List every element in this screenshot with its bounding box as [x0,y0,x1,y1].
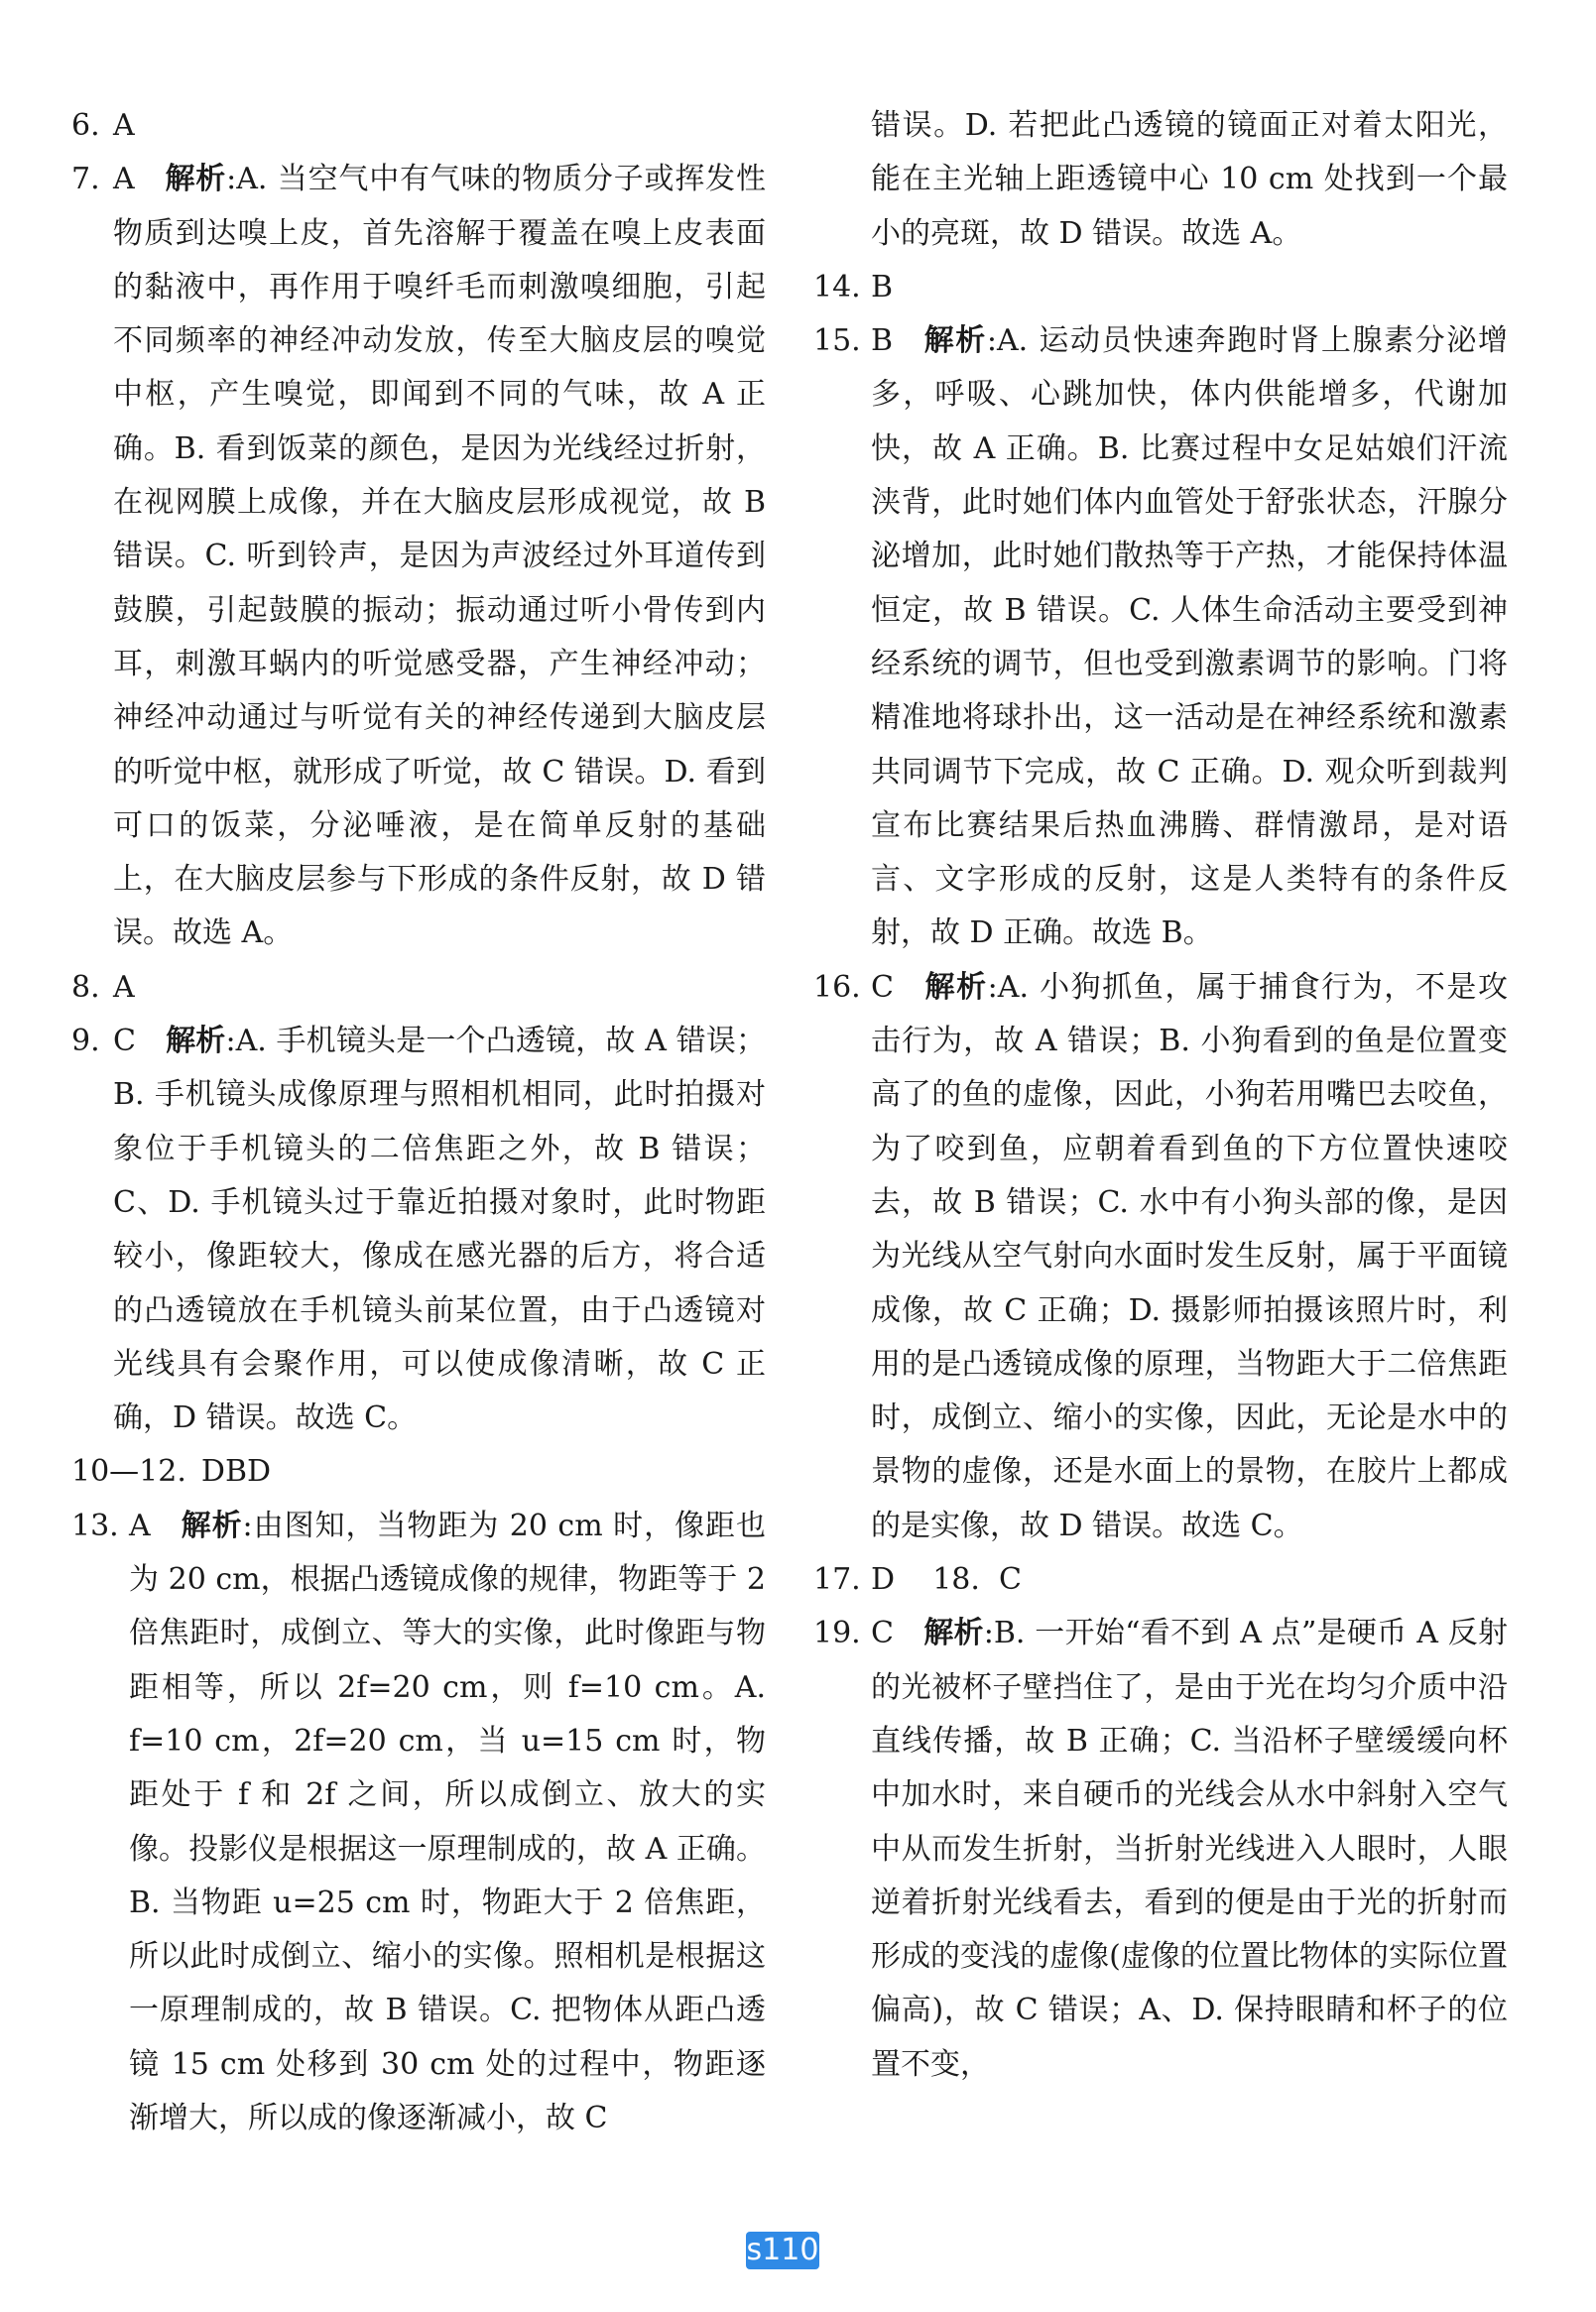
analysis-text: A. 当空气中有气味的物质分子或挥发性物质到达嗅上皮，首先溶解于覆盖在嗅上皮表面的黏液中，再作用于嗅纤毛而刺激嗅细胞，引起不同频率的神经冲动发放，传至大脑皮层的嗅觉中枢，产生嗅觉，即闻到不同的气味，故 A 正确。B. 看到饭菜的颜色，是因为光线经过折射，在视网膜上成像，并在大脑皮层形成视觉，故 B 错误。C. 听到铃声，是因为声波经过外耳道传到鼓膜，引起鼓膜的振动；振动通过听小骨传到内耳，刺激耳蜗内的听觉感受器，产生神经冲动；神经冲动通过与听觉有关的神经传递到大脑皮层的听觉中枢，就形成了听觉，故 C 错误。D. 看到可口的饭菜，分泌唾液，是在简单反射的基础上，在大脑皮层参与下形成的条件反射，故 D 错误。故选 A。 [113,162,766,951]
answer-16: 16. C 解析:A. 小狗抓鱼，属于捕食行为，不是攻击行为，故 A 错误；B. 小狗看到的鱼是位置变高了的鱼的虚像，因此，小狗若用嘴巴去咬鱼，为了咬到鱼，应朝着看到鱼的下方位置快速咬去，故 B 错误；C. 水中有小狗头部的像，是因为光线从空气射向水面时发生反射，属于平面镜成像，故 C 正确；D. 摄影师拍摄该照片时，利用的是凸透镜成像的原理，当物距大于二倍焦距时，成倒立、缩小的实像，因此，无论是水中的景物的虚像，还是水面上的景物，在胶片上都成的是实像，故 D 错误。故选 C。 [813,961,1508,1553]
answer-19: 19. C 解析:B. 一开始“看不到 A 点”是硬币 A 反射的光被杯子壁挡住了，是由于光在均匀介质中沿直线传播，故 B 正确；C. 当沿杯子壁缓缓向杯中加水时，来自硬币的光线会从水中斜射入空气中从而发生折射，当折射光线进入人眼时，人眼逆着折射光线看去，看到的便是由于光的折射而形成的变浅的虚像(虚像的位置比物体的实际位置偏高)，故 C 错误；A、D. 保持眼睛和杯子的位置不变， [813,1607,1508,2092]
answer-15: 15. B 解析:A. 运动员快速奔跑时肾上腺素分泌增多，呼吸、心跳加快，体内供能增多，代谢加快，故 A 正确。B. 比赛过程中女足姑娘们汗流浃背，此时她们体内血管处于舒张状态，汗腺分泌增加，此时她们散热等于产热，才能保持体温恒定，故 B 错误。C. 人体生命活动主要受到神经系统的调节，但也受到激素调节的影响。门将精准地将球扑出，这一活动是在神经系统和激素共同调节下完成，故 C 正确。D. 观众听到裁判宣布比赛结果后热血沸腾、群情激昂，是对语言、文字形成的反射，这是人类特有的条件反射，故 D 正确。故选 B。 [813,314,1508,961]
answer-letter: B [871,323,894,359]
question-number: 13. [71,1508,119,1543]
answer-9: 9. C 解析:A. 手机镜头是一个凸透镜，故 A 错误；B. 手机镜头成像原理与照相机相同，此时拍摄对象位于手机镜头的二倍焦距之外，故 B 错误；C、D. 手机镜头过于靠近拍摄对象时，此时物距较小，像距较大，像成在感光器的后方，将合适的凸透镜放在手机镜头前某位置，由于凸透镜对光线具有会聚作用，可以使成像清晰，故 C 正确，D 错误。故选 C。 [71,1015,766,1445]
analysis-label: 解析 [922,969,988,1005]
answer-letter: DBD [200,1454,272,1490]
analysis-text: A. 小狗抓鱼，属于捕食行为，不是攻击行为，故 A 错误；B. 小狗看到的鱼是位置变高了的鱼的虚像，因此，小狗若用嘴巴去咬鱼，为了咬到鱼，应朝着看到鱼的下方位置快速咬去，故 B 错误；C. 水中有小狗头部的像，是因为光线从空气射向水面时发生反射，属于平面镜成像，故 C 正确；D. 摄影师拍摄该照片时，利用的是凸透镜成像的原理，当物距大于二倍焦距时，成倒立、缩小的实像，因此，无论是水中的景物的虚像，还是水面上的景物，在胶片上都成的是实像，故 D 错误。故选 C。 [871,969,1508,1543]
analysis-text: A. 运动员快速奔跑时肾上腺素分泌增多，呼吸、心跳加快，体内供能增多，代谢加快，故 A 正确。B. 比赛过程中女足姑娘们汗流浃背，此时她们体内血管处于舒张状态，汗腺分泌增加，此时她们散热等于产热，才能保持体温恒定，故 B 错误。C. 人体生命活动主要受到神经系统的调节，但也受到激素调节的影响。门将精准地将球扑出，这一活动是在神经系统和激素共同调节下完成，故 C 正确。D. 观众听到裁判宣布比赛结果后热血沸腾、群情激昂，是对语言、文字形成的反射，这是人类特有的条件反射，故 D 正确。故选 B。 [871,323,1508,951]
answer-letter: B [871,269,894,304]
analysis-text: A. 手机镜头是一个凸透镜，故 A 错误；B. 手机镜头成像原理与照相机相同，此时拍摄对象位于手机镜头的二倍焦距之外，故 B 错误；C、D. 手机镜头过于靠近拍摄对象时，此时物距较小，像距较大，像成在感光器的后方，将合适的凸透镜放在手机镜头前某位置，由于凸透镜对光线具有会聚作用，可以使成像清晰，故 C 正确，D 错误。故选 C。 [113,1024,766,1436]
question-number: 17. [813,1562,861,1598]
answer-letter: A [129,1508,151,1543]
question-number: 15. [813,323,861,359]
answer-6 [71,99,766,153]
question-number: 10—12. [71,1454,186,1490]
answer-letter: C [871,969,894,1005]
right-column [813,99,1508,2092]
answer-letter: C [113,1024,136,1059]
answer-8 [71,961,766,1015]
left-column [71,99,766,2145]
analysis-label: 解析 [922,323,987,359]
analysis-text: B. 一开始“看不到 A 点”是硬币 A 反射的光被杯子壁挡住了，是由于光在均匀介质中沿直线传播，故 B 正确；C. 当沿杯子壁缓缓向杯中加水时，来自硬币的光线会从水中斜射入空气中从而发生折射，当折射光线进入人眼时，人眼逆着折射光线看去，看到的便是由于光的折射而形成的变浅的虚像(虚像的位置比物体的实际位置偏高)，故 C 错误；A、D. 保持眼睛和杯子的位置不变， [871,1616,1508,2082]
answer-letter: A [113,162,135,197]
answer-14 [813,261,1508,314]
question-number: 19. [813,1616,861,1651]
analysis-label: 解析 [164,162,227,197]
answer-10-12 [71,1445,766,1499]
answer-letter: D 18. C [871,1562,1022,1598]
page-number-badge: s110 [746,2233,819,2267]
analysis-label: 解析 [165,1024,226,1059]
answer-17-18 [813,1553,1508,1607]
answer-letter: A [113,969,135,1005]
answer-letter: C [871,1616,894,1651]
analysis-text: 由图知，当物距为 20 cm 时，像距也为 20 cm，根据凸透镜成像的规律，物距等于 2 倍焦距时，成倒立、等大的实像，此时像距与物距相等，所以 2f=20 cm，则 f=10 cm。A. f=10 cm，2f=20 cm，当 u=15 cm 时，物距处于 f 和 2f 之间，所以成倒立、放大的实像。投影仪是根据这一原理制成的，故 A 正确。B. 当物距 u=25 cm 时，物距大于 2 倍焦距，所以此时成倒立、缩小的实像。照相机是根据这一原理制成的，故 B 错误。C. 把物体从距凸透镜 15 cm 处移到 30 cm 处的过程中，物距逐渐增大，所以成的像逐渐减小，故 C [129,1508,767,2135]
answer-7: 7. A 解析:A. 当空气中有气味的物质分子或挥发性物质到达嗅上皮，首先溶解于覆盖在嗅上皮表面的黏液中，再作用于嗅纤毛而刺激嗅细胞，引起不同频率的神经冲动发放，传至大脑皮层的嗅觉中枢，产生嗅觉，即闻到不同的气味，故 A 正确。B. 看到饭菜的颜色，是因为光线经过折射，在视网膜上成像，并在大脑皮层形成视觉，故 B 错误。C. 听到铃声，是因为声波经过外耳道传到鼓膜，引起鼓膜的振动；振动通过听小骨传到内耳，刺激耳蜗内的听觉感受器，产生神经冲动；神经冲动通过与听觉有关的神经传递到大脑皮层的听觉中枢，就形成了听觉，故 C 错误。D. 看到可口的饭菜，分泌唾液，是在简单反射的基础上，在大脑皮层参与下形成的条件反射，故 D 错误。故选 A。 [71,153,766,960]
answer-13: 13. A 解析:由图知，当物距为 20 cm 时，像距也为 20 cm，根据凸透镜成像的规律，物距等于 2 倍焦距时，成倒立、等大的实像，此时像距与物距相等，所以 2f=20 cm，则 f=10 cm。A. f=10 cm，2f=20 cm，当 u=15 cm 时，物距处于 f 和 2f 之间，所以成倒立、放大的实像。投影仪是根据这一原理制成的，故 A 正确。B. 当物距 u=25 cm 时，物距大于 2 倍焦距，所以此时成倒立、缩小的实像。照相机是根据这一原理制成的，故 B 错误。C. 把物体从距凸透镜 15 cm 处移到 30 cm 处的过程中，物距逐渐增大，所以成的像逐渐减小，故 C [71,1500,766,2146]
analysis-label: 解析 [922,1616,984,1651]
question-number: 16. [813,969,861,1005]
continued-analysis-13: 错误。D. 若把此凸透镜的镜面正对着太阳光，能在主光轴上距透镜中心 10 cm 处找到一个最小的亮斑，故 D 错误。故选 A。 [871,108,1508,251]
question-number: 8. [71,969,100,1005]
question-number: 7. [71,162,100,197]
question-number: 6. [71,108,100,143]
analysis-label: 解析 [180,1508,243,1543]
question-number: 9. [71,1024,100,1059]
question-number: 14. [813,269,861,304]
answer-letter: A [113,108,135,143]
